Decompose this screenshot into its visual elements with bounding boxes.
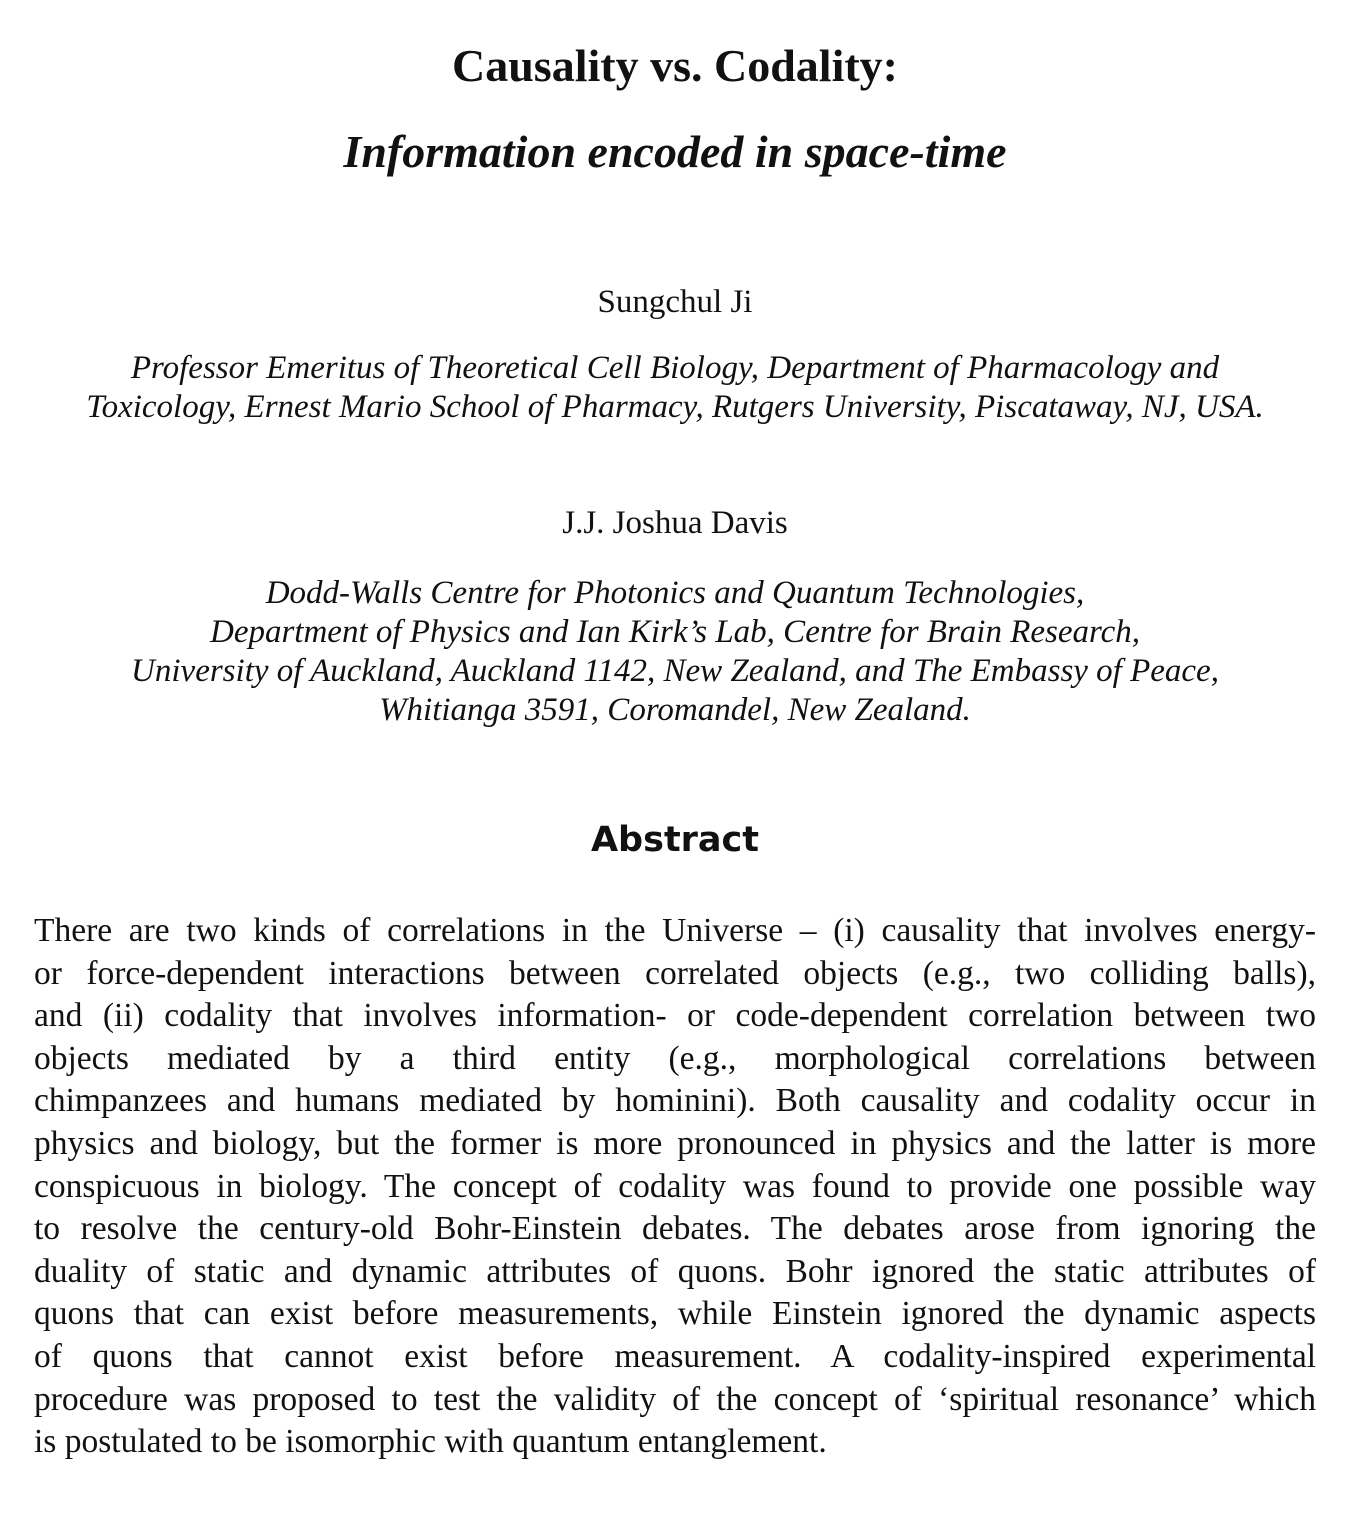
abstract-line: conspicuous in biology. The concept of codality was found to provide one possible way	[34, 1167, 1316, 1205]
author-name: Sungchul Ji	[597, 284, 753, 320]
abstract-line: physics and biology, but the former is more pronounced in physics and the latter is more	[34, 1124, 1316, 1162]
abstract-line: is postulated to be isomorphic with quantum entanglement.	[34, 1423, 827, 1461]
paper-title: Causality vs. Codality:	[452, 40, 898, 91]
author-affiliation	[0, 349, 1350, 427]
abstract-line: chimpanzees and humans mediated by hominini). Both causality and codality occur in	[34, 1082, 1316, 1120]
abstract-line: to resolve the century-old Bohr-Einstein debates. The debates arose from ignoring the	[34, 1210, 1316, 1248]
abstract-body	[34, 910, 1316, 1464]
abstract-line: objects mediated by a third entity (e.g., morphological correlations between	[34, 1039, 1316, 1077]
affiliation-line: Whitianga 3591, Coromandel, New Zealand.	[379, 692, 971, 728]
abstract-line: quons that can exist before measurements, while Einstein ignored the dynamic aspects	[34, 1295, 1316, 1333]
affiliation-line: Professor Emeritus of Theoretical Cell Biology, Department of Pharmacology and	[130, 350, 1220, 386]
abstract-line: or force-dependent interactions between correlated objects (e.g., two colliding balls),	[34, 954, 1316, 992]
affiliation-line: Toxicology, Ernest Mario School of Pharmacy, Rutgers University, Piscataway, NJ, USA.	[86, 389, 1264, 425]
author-affiliation	[0, 574, 1350, 730]
affiliation-line: Department of Physics and Ian Kirk’s Lab, Centre for Brain Research,	[209, 614, 1141, 650]
affiliation-line: Dodd-Walls Centre for Photonics and Quantum Technologies,	[265, 575, 1085, 611]
author-name: J.J. Joshua Davis	[562, 505, 788, 541]
abstract-line: There are two kinds of correlations in the Universe – (i) causality that involves energy-	[34, 912, 1316, 949]
abstract-line: of quons that cannot exist before measurement. A codality-inspired experimental	[34, 1337, 1316, 1375]
abstract-heading: Abstract	[590, 820, 760, 860]
paper-subtitle: Information encoded in space-time	[343, 126, 1007, 177]
abstract-line: duality of static and dynamic attributes of quons. Bohr ignored the static attributes of	[34, 1252, 1316, 1290]
abstract-line: procedure was proposed to test the validity of the concept of ‘spiritual resonance’ which	[34, 1380, 1316, 1418]
affiliation-line: University of Auckland, Auckland 1142, New Zealand, and The Embassy of Peace,	[131, 653, 1219, 689]
abstract-line: and (ii) codality that involves information- or code-dependent correlation between two	[34, 997, 1316, 1035]
